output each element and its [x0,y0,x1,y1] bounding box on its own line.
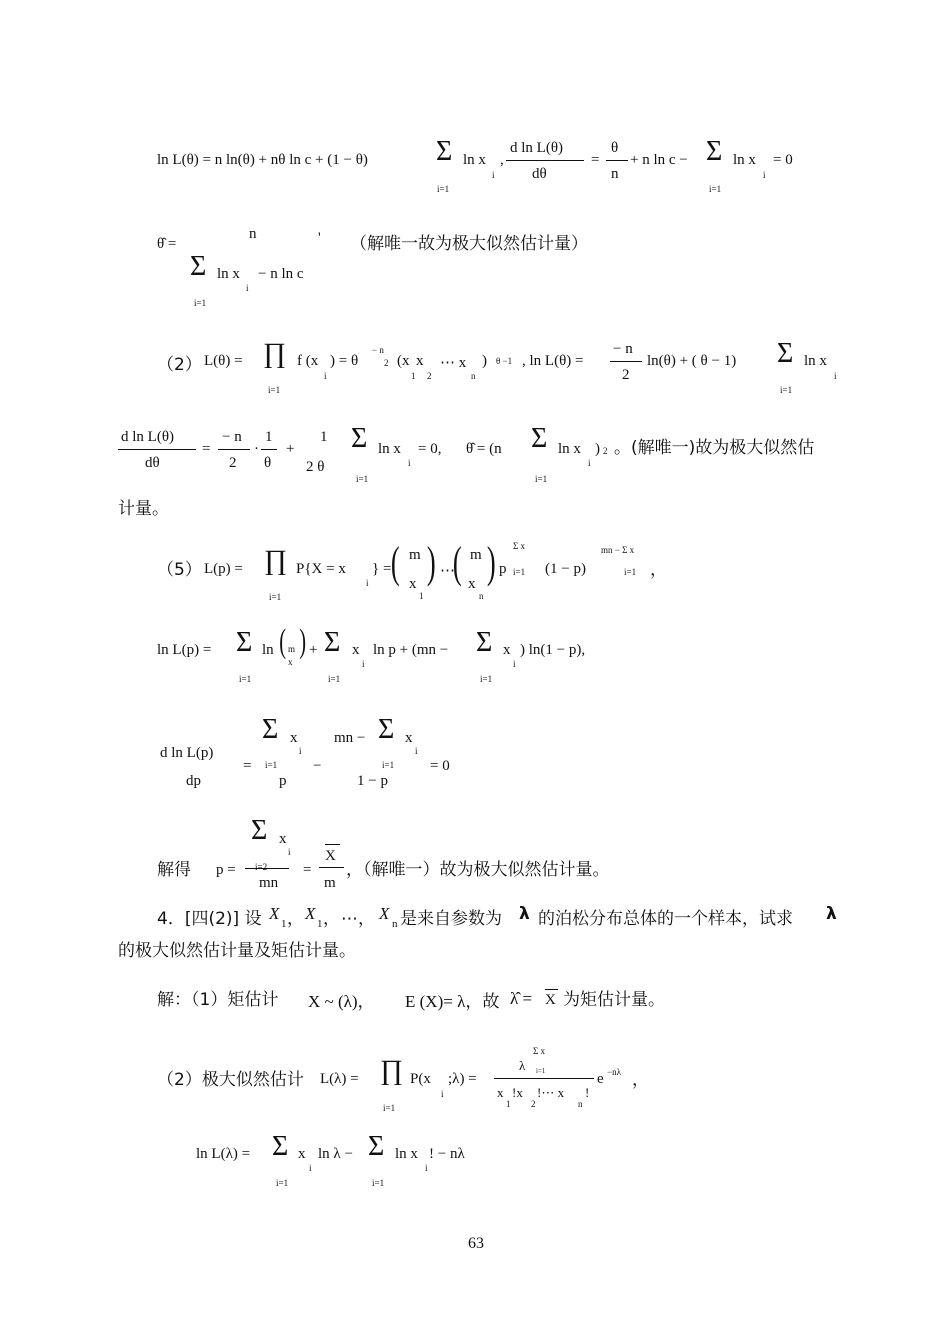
eq3-exp1: − n [372,345,384,355]
eq3-exp2: 2 [384,358,389,368]
eq5-p: p [499,561,507,577]
binom-paren-right: ) [299,623,307,660]
eq7-n2b: x [405,730,413,746]
eq3-eqtheta: ) = θ [330,353,359,369]
sol2-sub-i: i [441,1089,444,1099]
eq1-sub-i: i [763,170,766,180]
eq5-close: } = [372,561,392,577]
eq4-dot: · [254,441,259,457]
eq2-index: i=1 [194,298,207,308]
eq1-plus-rest: + n ln c − [630,152,688,168]
eq1-index: i=1 [437,184,450,194]
eq4-sup2: 2 [603,446,608,456]
eq6-lhs: ln L(p) = [157,642,212,658]
sol2-rest: ;λ) = [448,1071,477,1087]
sum-symbol: Σ [368,1131,385,1162]
eq4-f2den: θ [264,455,272,471]
eq3-fden: 2 [622,367,630,383]
eq3-x2: x [416,353,424,369]
q4-lambda: λ [519,904,530,924]
eq8-sub-i: i [288,847,291,857]
sol2-P: P(x [410,1071,431,1087]
sum-symbol: Σ [262,714,279,745]
eq6-plus: + [309,642,318,658]
sum-symbol: Σ [436,136,453,167]
eq8-Xnum: X [325,848,336,864]
sol3-index: i=1 [276,1178,289,1188]
eq3-sum-term: ln x [804,353,827,369]
eq1-comma: , [500,152,504,168]
q4-comma: ， [287,909,304,929]
sum-symbol: Σ [272,1131,289,1162]
eq7-dnum: d ln L(p) [160,745,214,761]
sol2-num-lambda: λ [519,1058,526,1073]
eq4-sum-term2: ln x [558,441,581,457]
sol1-e: 为矩估计量。 [563,990,665,1010]
eq2-tick: ' [318,230,321,246]
sum-symbol: Σ [777,338,794,369]
eq4-theta-hat: θ̂ = (n [466,441,502,457]
fraction-bar [118,449,196,450]
product-symbol: ∏ [263,338,287,369]
eq8-index: i=2 [255,862,268,872]
eq5-sub-i: i [366,578,369,588]
q4-dots: ⋯， [341,909,375,929]
eq3-fnum: − n [613,341,633,357]
fraction-bar [610,361,642,362]
eq2-remark: （解唯一故为极大似然估计量） [350,234,588,254]
eq4-f1den: 2 [229,455,237,471]
xbar-overline [545,989,558,990]
eq5-xn: x [468,576,476,592]
eq3-index: i=1 [780,385,793,395]
eq3-sub-i: i [324,371,327,381]
eq6-rest: ) ln(1 − p), [520,642,586,658]
sol3-index: i=1 [372,1178,385,1188]
sol2-index: i=1 [383,1103,396,1113]
eq1-eq0: = 0 [773,152,793,168]
eq6-index: i=1 [480,674,493,684]
eq1-dnum: d ln L(θ) [510,140,564,156]
eq1-index: i=1 [709,184,722,194]
q4-line2: 的极大似然估计量及矩估计量。 [118,941,356,961]
eq3-lnL: , ln L(θ) = [522,353,584,369]
eq7-eq0: = 0 [430,758,450,774]
fraction-bar [218,449,250,450]
sol3-lnx: ln x [395,1146,418,1162]
eq4-f3num: 1 [320,429,328,445]
eq8-den: mn [259,875,279,891]
eq1-n: n [611,166,619,182]
eq1-sum-term: ln x [463,152,486,168]
eq3-L: L(θ) = [204,353,243,369]
eq6-x: x [352,642,360,658]
sum-symbol: Σ [236,627,253,658]
sum-symbol: Σ [706,136,723,167]
eq8-jie: 解得 [157,860,191,880]
eq2-theta-hat: θ̂ = [157,236,177,252]
eq4-plus: + [286,441,295,457]
eq7-index: i=1 [382,760,395,770]
fraction-bar [494,1078,594,1079]
eq4-sum-term: ln x [378,441,401,457]
sol2-den-mid: !x [512,1085,523,1100]
eq4-f1num: − n [222,429,242,445]
eq8-p: p = [216,862,236,878]
eq4-f2num: 1 [265,429,273,445]
eq1-sum-term2: ln x [733,152,756,168]
part-label: （5） [157,560,202,580]
eq4-f3den: 2 θ [306,459,325,475]
eq5-dots: ⋯ [440,563,455,579]
eq8-Xden: m [324,875,336,891]
binom-paren-right: ) [426,538,436,587]
eq5-x1sub: 1 [419,591,424,601]
eq5-onemp: (1 − p) [545,561,586,577]
sum-symbol: Σ [324,627,341,658]
part-label: （2） [157,355,202,375]
sol3-sub-i: i [309,1163,312,1173]
eq1-theta: θ [611,140,619,156]
eq8-num: x [279,831,287,847]
q4-X: X [305,904,316,923]
sol2-e: e [597,1071,604,1087]
q4-line1a: 4．[四(2)] 设 [157,909,262,929]
fraction-bar [261,449,277,450]
eq3-close: ) [482,353,487,369]
eq2-num: n [249,226,257,242]
eq3-f: f (x [297,353,319,369]
sol2-comma: ， [632,1070,649,1090]
sol2-num-exp: Σ x [533,1046,545,1056]
eq4-remark: 。(解唯一)故为极大似然估 [614,438,815,458]
sol1-Xbar: X [545,992,556,1008]
binom-paren-left: ( [452,538,462,587]
eq6-sub-i: i [513,659,516,669]
sum-symbol: Σ [190,251,207,282]
q4-X: X [269,904,280,923]
sol3-lnl: ln λ − [318,1146,353,1162]
eq3-index: i=1 [268,385,281,395]
eq4-index: i=1 [356,474,369,484]
eq7-eq: = [243,758,252,774]
eq5-index: i=1 [269,592,282,602]
fraction-bar [319,867,344,868]
sol1-d: λ̂ = [510,989,533,1008]
sol2-den2: 2 [531,1099,536,1109]
q4-line1c: 的泊松分布总体的一个样本，试求 [538,909,793,929]
eq7-d1: p [279,773,287,789]
sol3-rest: ! − nλ [429,1146,465,1162]
eq4-sub-i: i [408,458,411,468]
eq7-n2a: mn − [334,730,366,746]
sol3-x: x [298,1146,306,1162]
eq5-exp1idx: i=1 [513,567,526,577]
binom-paren-right: ) [486,538,496,587]
eq7-sub-i: i [415,746,418,756]
eq7-sub-i: i [299,746,302,756]
eq6-m: m [288,644,296,654]
eq7-index: i=1 [265,760,278,770]
sol3-lhs: ln L(λ) = [196,1146,251,1162]
eq3-ln-rest: ln(θ) + ( θ − 1) [647,353,737,369]
eq5-x1: x [409,576,417,592]
eq6-lnp: ln p + (mn − [373,642,449,658]
sol2-L: L(λ) = [320,1071,359,1087]
eq3-sub-i: i [834,371,837,381]
sol1-a: 解：（1）矩估计 [157,990,279,1010]
eq4-index: i=1 [535,474,548,484]
eq2-den-rest: − n ln c [258,266,304,282]
sol2-label: （2）极大似然估计 [157,1070,304,1090]
eq1-lhs: ln L(θ) = n ln(θ) + nθ ln c + (1 − θ) [157,152,368,168]
eq6-x2: x [503,642,511,658]
eq6-xi: x [288,657,293,667]
eq1-sub-i: i [492,170,495,180]
eq7-n1: x [290,730,298,746]
eq7-dden: dp [186,773,201,789]
eq3-xnsub: n [471,371,476,381]
q4-X: X [379,904,390,923]
eq3-dots: ⋯ x [440,355,467,371]
eq4-dnum: d ln L(θ) [121,429,175,445]
eq3-xs: (x [397,353,410,369]
q4-sub1: 1 [317,918,323,930]
eq6-ln: ln [262,642,274,658]
q4-subn: n [392,918,398,930]
eq5-exp2: mn − Σ x [601,545,635,555]
eq4-close: ) [595,441,600,457]
eq4-eq0: = 0, [418,441,442,457]
eq4-dden: dθ [145,455,160,471]
eq7-minus: − [313,758,322,774]
sol2-den1: 1 [506,1099,511,1109]
sum-symbol: Σ [251,815,268,846]
eq5-L: L(p) = [204,561,243,577]
eq6-sub-i: i [362,659,365,669]
q4-line1b: 是来自参数为 [400,909,502,929]
eq3-exp3: θ −1 [496,356,513,366]
eq3-x1: 1 [411,371,416,381]
sum-symbol: Σ [476,627,493,658]
sol2-den: x [497,1085,504,1100]
eq5-m: m [470,547,482,563]
eq1-dden: dθ [532,166,547,182]
sol2-e-exp: −nλ [607,1067,621,1077]
page-number: 63 [468,1235,484,1252]
eq4-eq: = [202,441,211,457]
eq6-index: i=1 [328,674,341,684]
q4-comma: ， [323,909,340,929]
eq4-remark2: 计量。 [118,499,169,519]
eq2-den-sum: ln x [217,266,240,282]
sol1-c: E (X)= λ，故 [405,992,500,1011]
product-symbol: ∏ [264,545,288,576]
product-symbol: ∏ [380,1055,404,1086]
xbar-overline [325,844,340,845]
eq4-sub-i: i [588,458,591,468]
sol2-den-rest: !⋯ x [537,1085,565,1100]
eq8-eq: = [303,862,312,878]
eq8-remark: ，（解唯一）故为极大似然估计量。 [346,860,610,880]
sol2-den-end: ! [585,1085,590,1100]
sum-symbol: Σ [351,423,368,454]
sol2-num-exp-idx: i=1 [536,1067,546,1075]
fraction-bar [506,160,584,161]
eq6-index: i=1 [239,674,252,684]
sol3-sub-i: i [425,1163,428,1173]
sum-symbol: Σ [378,714,395,745]
fraction-bar [606,160,628,161]
q4-sub1: 1 [281,918,287,930]
eq1-eq: = [591,152,600,168]
eq2-sub-i: i [246,283,249,293]
sum-symbol: Σ [531,423,548,454]
fraction-bar [245,868,289,869]
eq5-m: m [409,547,421,563]
eq5-exp2idx: i=1 [624,567,637,577]
eq5-P: P{X = x [296,561,346,577]
eq5-exp1: Σ x [513,541,525,551]
sol1-b: X ~ (λ)， [308,992,375,1011]
binom-paren-left: ( [390,538,400,587]
binom-paren-left: ( [279,623,287,660]
sol2-denn: n [578,1099,583,1109]
eq3-x2sub: 2 [427,371,432,381]
eq5-comma: ， [650,560,667,580]
eq7-d2: 1 − p [357,773,388,789]
eq5-xnsub: n [479,591,484,601]
q4-lambda: λ [826,904,837,924]
